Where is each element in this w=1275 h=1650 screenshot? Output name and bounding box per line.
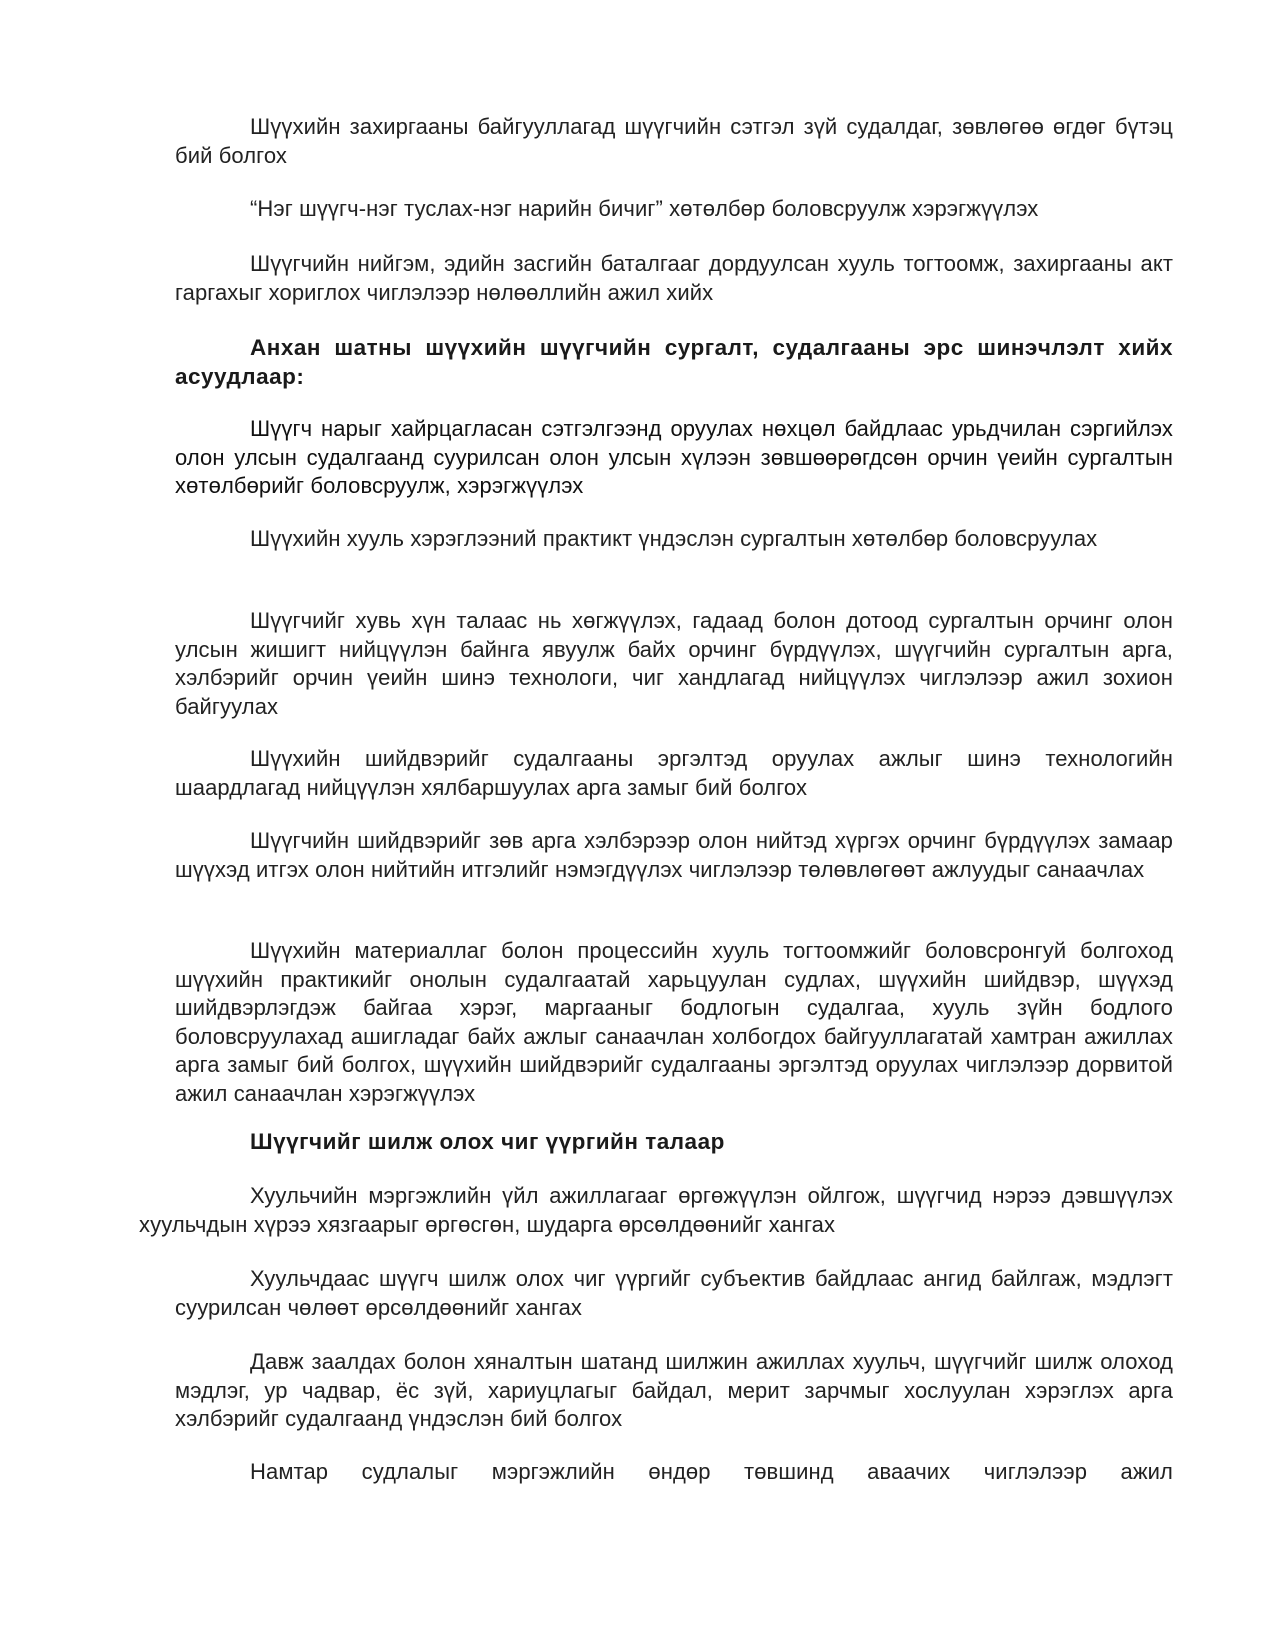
paragraph-social-guarantee: Шүүгчийн нийгэм, эдийн засгийн баталгааг дордуулсан хууль тогтоомж, захиргааны акт гаргахыг хориглох чиглэлээр нөлөөллийн ажил хийх [175,251,1173,305]
paragraph-legal-profession: Хуульчийн мэргэжлийн үйл ажиллагааг өргөжүүлэн ойлгож, шүүгчид нэрээ дэвшүүлэх хуульчдын хүрээ хязгаарыг өргөсгөн, шударга өрсөлдөөнийг хангах [139,1183,1173,1237]
paragraph-psychology-unit: Шүүхийн захиргааны байгууллагад шүүгчийн сэтгэл зүй судалдаг, зөвлөгөө өгдөг бүтэц бий болгох [175,114,1173,168]
paragraph-public-trust: Шүүгчийн шийдвэрийг зөв арга хэлбэрээр олон нийтэд хүргэх орчинг бүрдүүлэх замаар шүүхэд итгэх олон нийтийн итгэлийг нэмэгдүүлэх чиглэлээр төлөвлөгөөт ажлуудыг санаачлах [175,828,1173,882]
paragraph-one-judge-program: “Нэг шүүгч-нэг туслах-нэг нарийн бичиг” хөтөлбөр боловсруулж хэрэгжүүлэх [250,196,1039,221]
paragraph-legislation-research: Шүүхийн материаллаг болон процессийн хууль тогтоомжийг боловсронгуй болгоход шүүхийн практикийг онолын судалгаатай харьцуулан судлах, шүүхийн шийдвэр, шүүхэд шийдвэрлэгдэж байгаа хэрэг, маргааныг бодлогын судалгаа, хууль зүйн бодлого боловсруулахад ашигладаг байх ажлыг санаачлан холбогдох байгууллагатай хамтран ажиллах арга замыг бий болгох, шүүхийн шийдвэрийг судалгааны эргэлтэд оруулах чиглэлээр дорвитой ажил санаачлан хэрэгжүүлэх [175,938,1173,1106]
paragraph-biography-study: Намтар судлалыг мэргэжлийн өндөр төвшинд аваачих чиглэлээр ажил [250,1459,1173,1484]
paragraph-decision-research: Шүүхийн шийдвэрийг судалгааны эргэлтэд оруулах ажлыг шинэ технологийн шаардлагад нийцүүлэн хялбаршуулах арга замыг бий болгох [175,746,1173,800]
paragraph-appellate-selection: Давж заалдах болон хяналтын шатанд шилжин ажиллах хуульч, шүүгчийг шилж олоход мэдлэг, ур чадвар, ёс зүй, хариуцлагыг байдал, мерит зарчмыг хослуулан хэрэглэх арга хэлбэрийг судалгаанд үндэслэн бий болгох [175,1349,1173,1431]
paragraph-training-program: Шүүгч нарыг хайрцагласан сэтгэлгээнд оруулах нөхцөл байдлаас урьдчилан сэргийлэх олон улсын судалгаанд суурилсан олон улсын хүлээн зөвшөөрөгдсөн орчин үеийн сургалтын хөтөлбөрийг боловсруулж, хэрэгжүүлэх [175,416,1173,498]
paragraph-practice-curriculum: Шүүхийн хууль хэрэглээний практикт үндэслэн сургалтын хөтөлбөр боловсруулах [250,526,1098,551]
section-heading-training-research: Анхан шатны шүүхийн шүүгчийн сургалт, судалгааны эрс шинэчлэлт хийх асуудлаар: [175,335,1173,389]
paragraph-judge-development: Шүүгчийг хувь хүн талаас нь хөгжүүлэх, гадаад болон дотоод сургалтын орчинг олон улсын жишигт нийцүүлэн байнга явуулж байх орчинг бүрдүүлэх, шүүгчийн сургалтын арга, хэлбэрийг орчин үеийн шинэ технологи, чиг хандлагад нийцүүлэх чиглэлээр ажил зохион байгуулах [175,608,1173,719]
section-heading-judge-selection: Шүүгчийг шилж олох чиг үүргийн талаар [250,1129,725,1154]
paragraph-objective-selection: Хуульчдаас шүүгч шилж олох чиг үүргийг субъектив байдлаас ангид байлгаж, мэдлэгт суурилсан чөлөөт өрсөлдөөнийг хангах [175,1266,1173,1320]
